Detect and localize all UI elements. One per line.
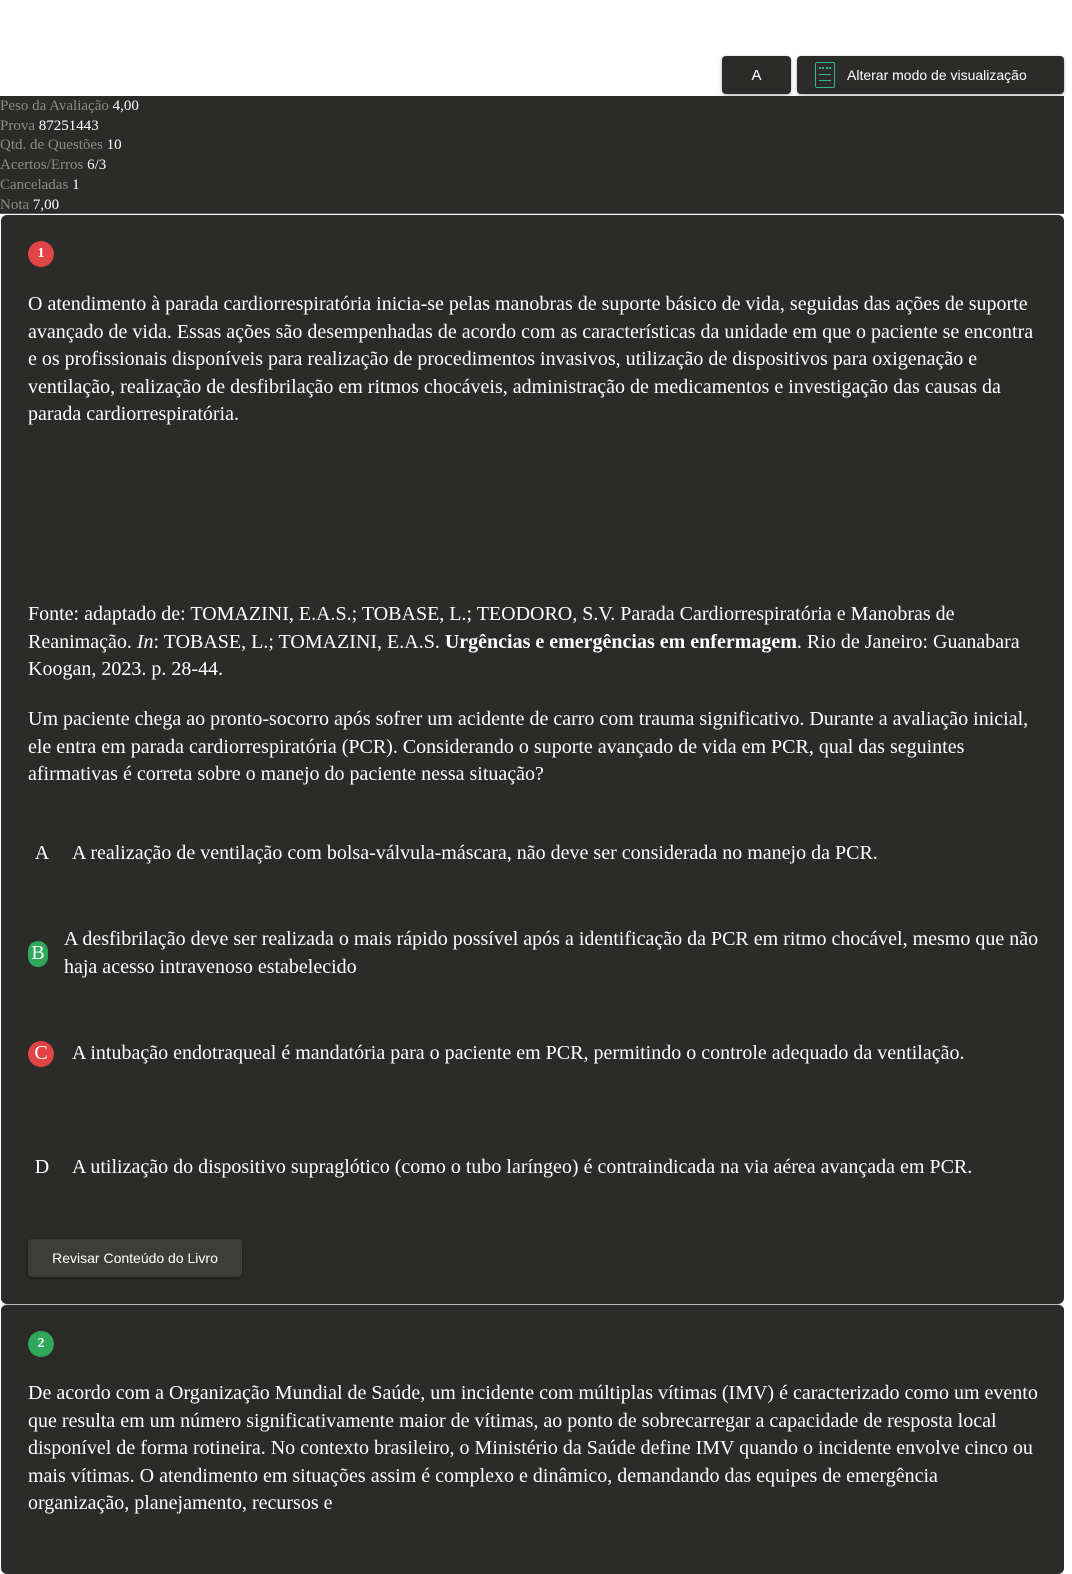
view-mode-button[interactable] [797,56,1064,94]
document-list-icon [815,62,835,88]
summary-label: Qtd. de Questões [0,137,103,154]
alternative-c[interactable] [28,1040,1043,1068]
summary-label: Prova [0,117,35,134]
source-prefix: Fonte: adaptado de: TOMAZINI, E.A.S.; TOBASE, L.; TEODORO, S.V. Parada Cardiorrespiratória e Manobras de Reanimação. [28,603,955,653]
alternative-d[interactable] [28,1154,1043,1182]
alternative-text: A desfibrilação deve ser realizada o mais rápido possível após a identificação da PCR em ritmo chocável, mesmo que não haja acesso intravenoso estabelecido [64,928,1039,978]
question-source [28,601,1043,684]
source-suffix: . Rio de Janeiro: Guanabara Koogan, 2023. p. 28-44. [28,630,1020,680]
summary-label: Canceladas [0,176,69,193]
top-toolbar [722,56,1064,94]
alternative-text: A utilização do dispositivo supraglótico (como o tubo laríngeo) é contraindicada na via aérea avançada em PCR. [72,1156,973,1179]
view-mode-label: Alterar modo de visualização [847,67,1027,83]
summary-row-weight [0,97,1064,117]
font-size-button[interactable]: A [722,56,791,94]
question-prompt: Um paciente chega ao pronto-socorro após sofrer um acidente de carro com trauma significativo. Durante a avaliação inicial, ele entra em parada cardiorrespiratória (PCR). Considerando o suporte avançado de vida em PCR, qual das seguintes afirmativas é correta sobre o manejo do paciente nessa situação? [28,708,1029,785]
question-card-2 [1,1304,1064,1574]
summary-label: Acertos/Erros [0,157,84,174]
question-intro: O atendimento à parada cardiorrespiratória inicia-se pelas manobras de suporte básico de vida, seguidas das ações de suporte avançado de vida. Essas ações são desempenhadas de acordo com as características da unidade em que o paciente se encontra e os profissionais disponíveis para realização de procedimentos invasivos, utilização de dispositivos para oxigenação e ventilação, realização de desfibrilação em ritmos chocáveis, administração de medicamentos e investigação das causas da parada cardiorrespiratória. [28,293,1034,425]
summary-label: Peso da Avaliação [0,98,109,114]
alternative-letter-wrong: C [28,1041,54,1067]
summary-value: 6/3 [87,157,107,174]
summary-row-hits-misses [0,156,1064,176]
question-intro: De acordo com a Organização Mundial de Saúde, um incidente com múltiplas vítimas (IMV) é caracterizado como um evento que resulta em um número significativamente maior de vítimas, ao ponto de sobrecarregar a capacidade de resposta local disponível de forma rotineira. No contexto brasileiro, o Ministério da Saúde define IMV quando o incidente envolve cinco ou mais vítimas. O atendimento em situações assim é complexo e dinâmico, demandando das equipes de emergência organização, planejamento, recursos e [28,1382,1038,1514]
summary-row-cancelled [0,176,1064,196]
alternative-letter: A [34,842,50,865]
question-card-1 [1,215,1064,1304]
question-number-badge: 2 [28,1331,54,1357]
summary-value: 4,00 [112,98,139,114]
source-in: In [136,630,154,653]
alternative-text: A realização de ventilação com bolsa-válvula-máscara, não deve ser considerada no manejo da PCR. [72,842,878,865]
question-number-badge: 1 [28,241,54,267]
alternative-text: A intubação endotraqueal é mandatória para o paciente em PCR, permitindo o controle adequado da ventilação. [72,1042,965,1064]
alternative-b[interactable] [28,926,1043,981]
summary-value: 7,00 [32,196,60,213]
summary-row-question-count [0,136,1064,156]
alternative-letter-correct: B [28,941,48,967]
summary-value: 1 [72,176,80,193]
review-book-content-button[interactable]: Revisar Conteúdo do Livro [28,1239,242,1277]
summary-row-grade [0,196,1064,216]
summary-value: 87251443 [38,117,99,134]
summary-label: Nota [0,196,30,213]
source-book-title: Urgências e emergências em enfermagem [444,630,797,653]
alternative-letter: D [34,1156,50,1179]
exam-summary [0,96,1064,214]
alternative-a[interactable] [28,840,1043,868]
source-mid: : TOBASE, L.; TOMAZINI, E.A.S. [153,630,445,653]
summary-row-exam [0,117,1064,137]
summary-value: 10 [106,137,122,154]
